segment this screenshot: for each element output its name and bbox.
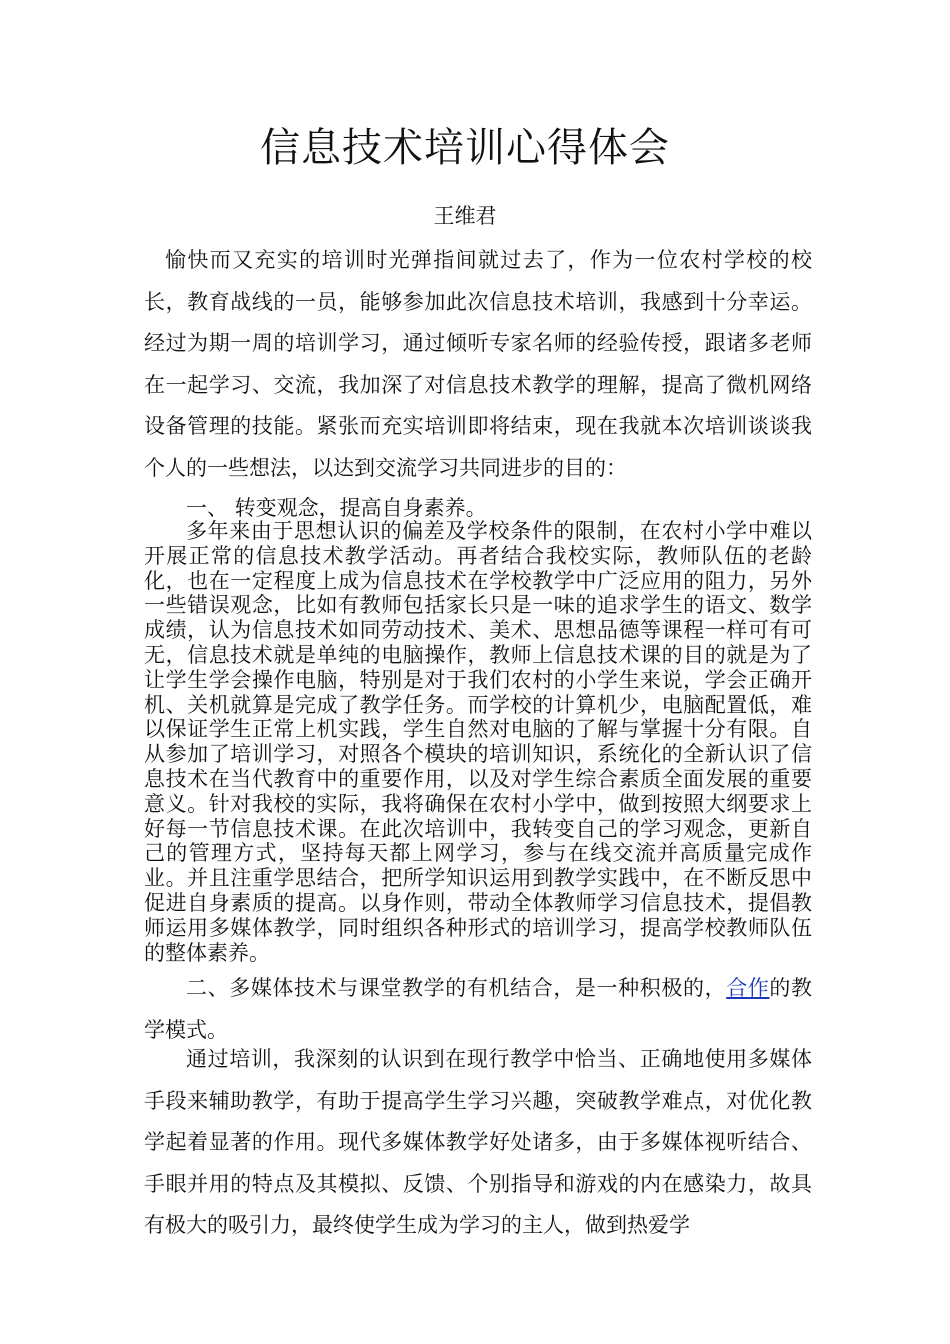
document-title: 信息技术培训心得体会 (260, 125, 670, 171)
section-2-paragraph: 通过培训，我深刻的认识到在现行教学中恰当、正确地使用多媒体手段来辅助教学，有助于提高学生学习兴趣，突破教学难点，对优化教学起着显著的作用。现代多媒体教学好处诸多，由于多媒体视听结合、手眼并用的特点及其模拟、反馈、个别指导和游戏的内在感染力，故具有极大的吸引力，最终使学生成为学习的主人，做到热爱学 (144, 1047, 812, 1238)
intro-paragraph: 愉快而又充实的培训时光弹指间就过去了，作为一位农村学校的校长，教育战线的一员，能够参加此次信息技术培训，我感到十分幸运。经过为期一周的培训学习，通过倾听专家名师的经验传授，跟诸多老师在一起学习、交流，我加深了对信息技术教学的理解，提高了微机网络设备管理的技能。紧张而充实培训即将结束，现在我就本次培训谈谈我个人的一些想法，以达到交流学习共同进步的目的： (144, 248, 812, 480)
section-1-paragraph: 多年来由于思想认识的偏差及学校条件的限制，在农村小学中难以开展正常的信息技术教学活动。再者结合我校实际，教师队伍的老龄化，也在一定程度上成为信息技术在学校教学中广泛应用的阻力，另外一些错误观念，比如有教师包括家长只是一味的追求学生的语文、数学成绩，认为信息技术如同劳动技术、美术、思想品德等课程一样可有可无，信息技术就是单纯的电脑操作，教师上信息技术课的目的就是为了让学生学会操作电脑，特别是对于我们农村的小学生来说，学会正确开机、关机就算是完成了教学任务。而学校的计算机少，电脑配置低，难以保证学生正常上机实践，学生自然对电脑的了解与掌握十分有限。自从参加了培训学习，对照各个模块的培训知识，系统化的全新认识了信息技术在当代教育中的重要作用，以及对学生综合素质全面发展的重要意义。针对我校的实际，我将确保在农村小学中，做到按照大纲要求上好每一节信息技术课。在此次培训中，我转变自己的学习观念，更新自己的管理方式，坚持每天都上网学习，参与在线交流并高质量完成作业。并且注重学思结合，把所学知识运用到教学实践中，在不断反思中促进自身素质的提高。以身作则，带动全体教师学习信息技术，提倡教师运用多媒体教学，同时组织各种形式的培训学习，提高学校教师队伍的整体素养。 (144, 519, 812, 965)
section-2-heading-text: 二、多媒体技术与课堂教学的有机结合，是一种积极的， (186, 976, 727, 1000)
section-2-heading-tail: 的教学模式。 (144, 976, 813, 1042)
author-name: 王维君 (433, 204, 497, 228)
cooperation-link[interactable]: 合作 (726, 976, 770, 1000)
section-1-heading: 一、 转变观念，提高自身素养。 (186, 496, 487, 520)
